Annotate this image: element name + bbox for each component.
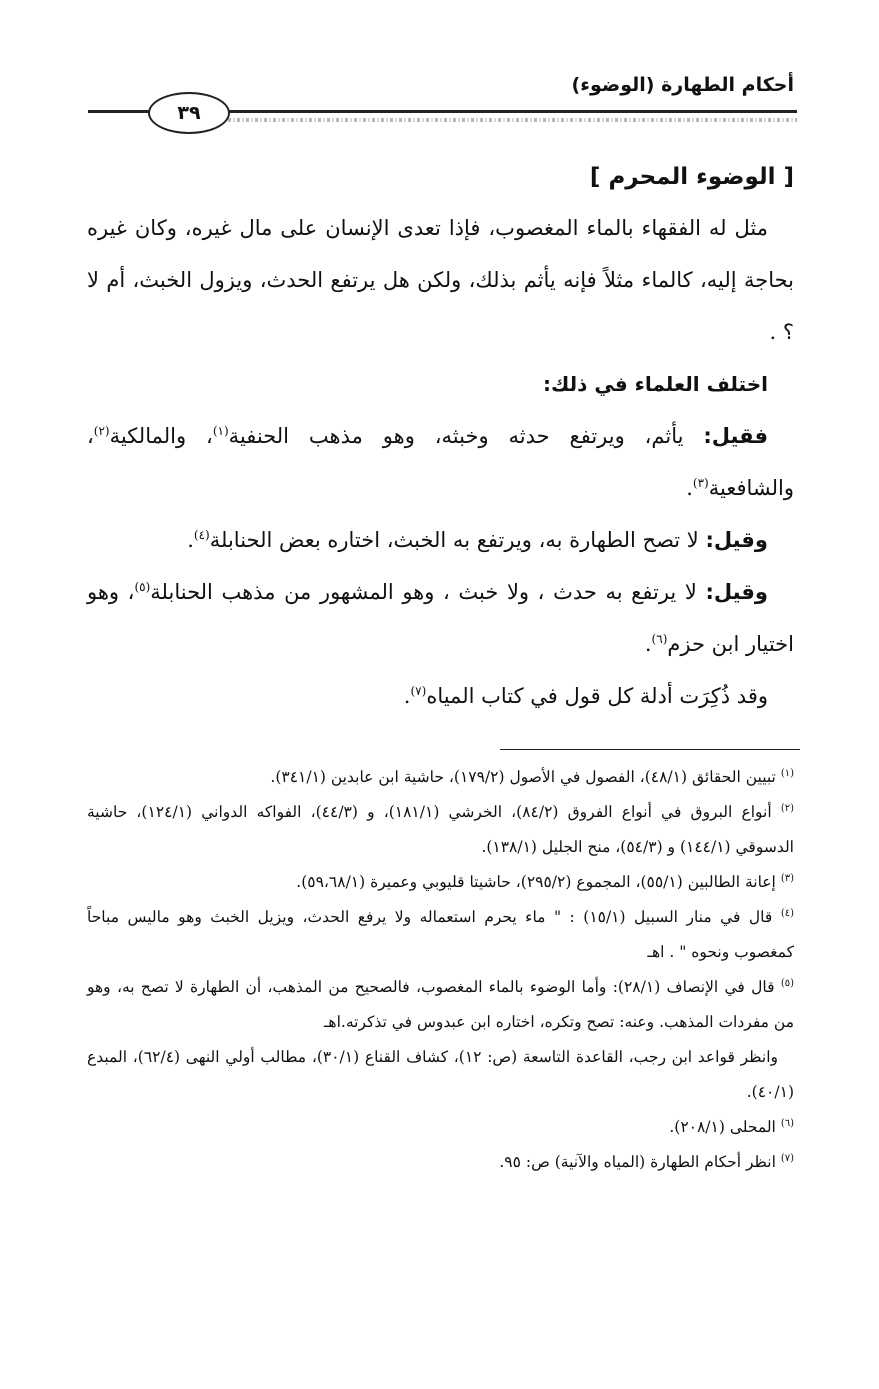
opinion-3: [87, 566, 794, 670]
footnote-ref[interactable]: (٧): [410, 684, 427, 698]
opinion-2: [87, 514, 794, 566]
footnote-number: (٢): [780, 802, 794, 814]
footnote-text: إعانة الطالبين (٥٥/١)، المجموع (٢٩٥/٢)، حاشيتا قليوبي وعميرة (٥٩،٦٨/١).: [296, 873, 776, 891]
footnote-ref[interactable]: (١): [212, 424, 229, 438]
opinion-lead: وقيل:: [705, 528, 768, 552]
footnote-ref[interactable]: (٥): [134, 580, 151, 594]
footnote-separator: [500, 749, 800, 750]
footnote-text: تبيين الحقائق (٤٨/١)، الفصول في الأصول (١٧٩/٢)، حاشية ابن عابدين (٣٤١/١).: [270, 768, 776, 786]
footnote-text: قال في منار السبيل (١٥/١) : " ماء يحرم استعماله ولا يرفع الحدث، ويزيل الخبث وهو ماليس مباحاً كمغصوب ونحوه " . اهـ: [87, 908, 794, 961]
footnote-6: [87, 1110, 794, 1145]
footnote-ref[interactable]: (٦): [651, 632, 668, 646]
opinion-text: .: [187, 528, 194, 552]
footnote-4: [87, 900, 794, 970]
footnote-text: وانظر قواعد ابن رجب، القاعدة التاسعة (ص: ١٢)، كشاف القناع (٣٠/١)، مطالب أولي النهى (٦٢/٤)، المبدع (٤٠/١).: [87, 1048, 794, 1101]
footnote-number: (٤): [780, 907, 794, 919]
footnote-number: (١): [780, 767, 794, 779]
section-heading: [ الوضوء المحرم ]: [589, 164, 794, 190]
opinion-text: ، وهو اختيار ابن حزم: [87, 580, 794, 656]
footnote-text: المحلى (٢٠٨/١).: [669, 1118, 776, 1136]
footnote-number: (٥): [780, 977, 794, 989]
running-title: أحكام الطهارة (الوضوء): [571, 74, 794, 96]
footnote-number: (٧): [780, 1152, 794, 1164]
opinion-lead: وقيل:: [705, 580, 768, 604]
footnote-5: [87, 970, 794, 1040]
opinion-text: لا يرتفع به حدث ، ولا خبث ، وهو المشهور من مذهب الحنابلة: [150, 580, 706, 604]
opinion-lead: فقيل:: [703, 424, 768, 448]
footnote-text: انظر أحكام الطهارة (المياه والآنية) ص: ٩٥.: [499, 1153, 776, 1171]
intro-paragraph: مثل له الفقهاء بالماء المغصوب، فإذا تعدى الإنسان على مال غيره، وكان غيره بحاجة إليه، كالماء مثلاً فإنه يأثم بذلك، ولكن هل يرتفع الحدث، ويزول الخبث، أم لا ؟ .: [87, 216, 794, 344]
footnote-3: [87, 865, 794, 900]
footnote-2: [87, 795, 794, 865]
opinion-text: .: [686, 476, 693, 500]
opinion-1: [87, 410, 794, 514]
footnote-text: قال في الإنصاف (٢٨/١): وأما الوضوء بالماء المغصوب، فالصحيح من المذهب، أن الطهارة لا تصح به، وهو من مفردات المذهب. وعنه: تصح وتكره، اختاره ابن عبدوس في تذكرته.اهـ: [87, 978, 794, 1031]
footnote-5-continued: [87, 1040, 794, 1110]
closing-text: .: [403, 684, 411, 708]
main-text: [87, 152, 794, 722]
footnotes: [87, 760, 794, 1180]
page-number: ٣٩: [148, 92, 230, 134]
footnote-text: أنواع البروق في أنواع الفروق (٨٤/٢)، الخرشي (١٨١/١)، و (٤٤/٣)، الفواكه الدواني (١٢٤/١)، حاشية الدسوقي (١٤٤/١) و (٥٤/٣)، منح الجليل (١٣٨/١).: [87, 803, 794, 856]
header-ornament-rule: [228, 118, 797, 122]
footnote-1: [87, 760, 794, 795]
footnote-7: [87, 1145, 794, 1180]
footnote-ref[interactable]: (٢): [93, 424, 110, 438]
opinion-text: يأثم، ويرتفع حدثه وخبثه، وهو مذهب الحنفية: [228, 424, 704, 448]
disagreement-heading: اختلف العلماء في ذلك:: [543, 372, 768, 396]
closing-text: وقد ذُكِرَت أدلة كل قول في كتاب المياه: [426, 684, 768, 708]
footnote-ref[interactable]: (٤): [193, 528, 210, 542]
footnote-ref[interactable]: (٣): [692, 476, 709, 490]
opinion-text: لا تصح الطهارة به، ويرتفع به الخبث، اختاره بعض الحنابلة: [209, 528, 706, 552]
closing-paragraph: [87, 670, 794, 722]
footnote-number: (٦): [780, 1117, 794, 1129]
opinion-text: .: [644, 632, 652, 656]
opinion-text: ، والمالكية: [109, 424, 213, 448]
opinion-text: ، والشافعية: [87, 424, 794, 500]
footnote-number: (٣): [780, 872, 794, 884]
